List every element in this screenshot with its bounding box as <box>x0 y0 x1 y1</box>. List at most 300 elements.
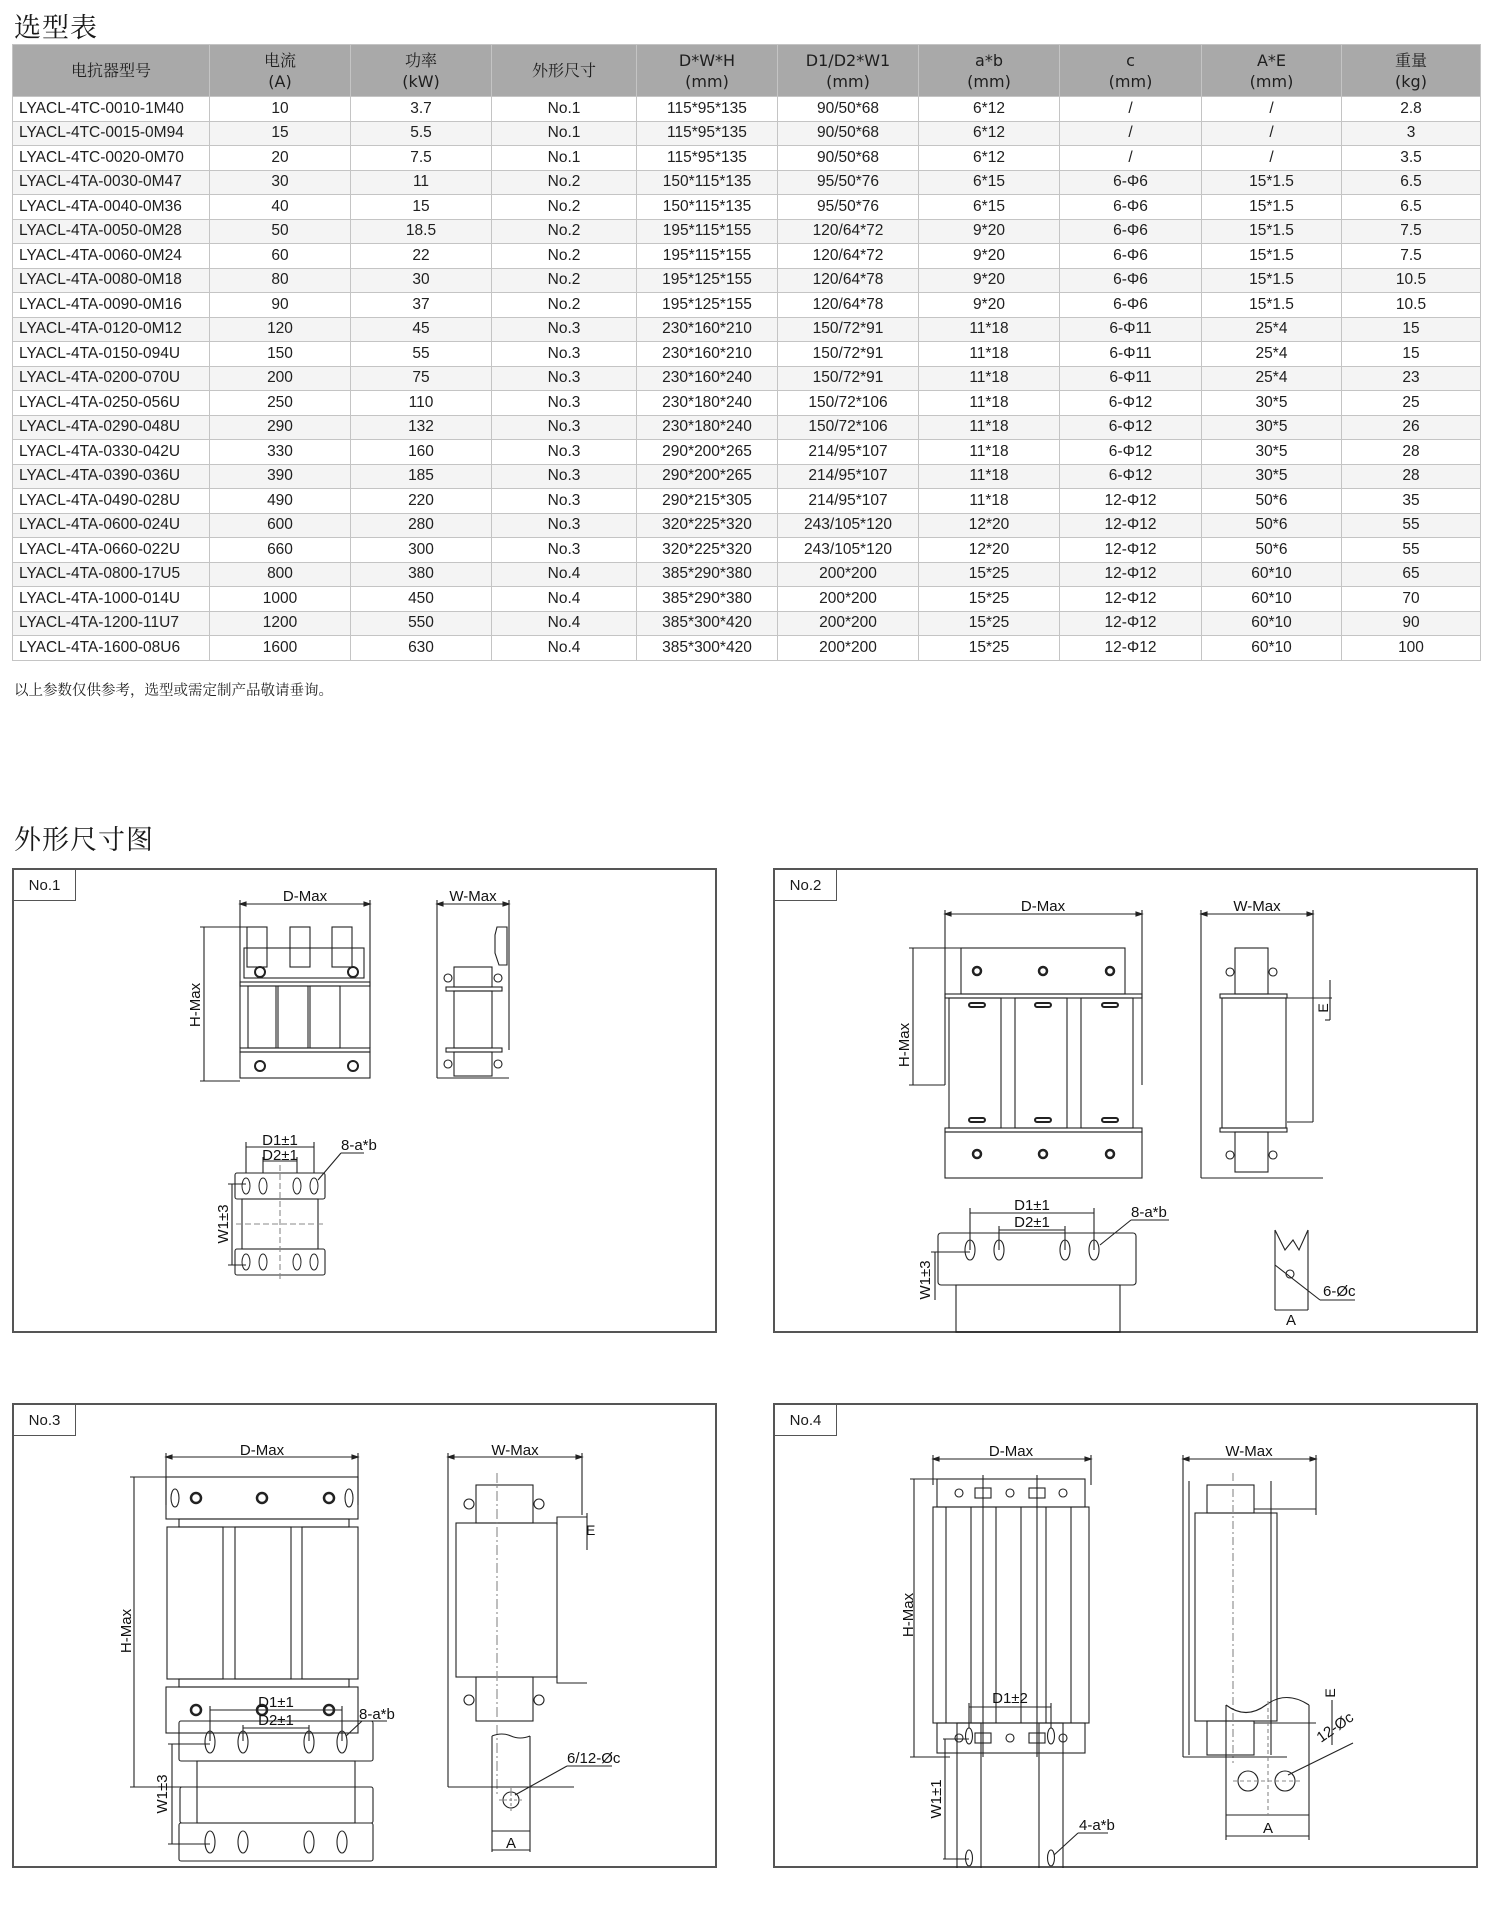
table-cell: 150/72*106 <box>778 415 919 440</box>
table-cell: / <box>1060 121 1202 146</box>
table-cell: 30*5 <box>1202 415 1342 440</box>
table-cell: 150*115*135 <box>637 170 778 195</box>
table-cell: 30*5 <box>1202 391 1342 416</box>
column-header-label: 外形尺寸 <box>531 61 596 80</box>
label-e: E <box>1315 1003 1331 1013</box>
table-cell: No.2 <box>492 219 637 244</box>
label-a: A <box>505 1835 517 1852</box>
table-cell: No.3 <box>492 489 637 514</box>
table-cell: 12-Φ12 <box>1060 489 1202 514</box>
table-cell: 200*200 <box>778 636 919 661</box>
column-header-label: 电流 <box>263 50 296 70</box>
drawing-no4-details <box>773 1403 1478 1868</box>
table-cell: No.4 <box>492 636 637 661</box>
table-cell: 25*4 <box>1202 342 1342 367</box>
table-cell: No.3 <box>492 440 637 465</box>
table-cell: 195*115*155 <box>637 219 778 244</box>
column-header <box>637 45 778 97</box>
table-cell: 12-Φ12 <box>1060 513 1202 538</box>
panel-label: No.4 <box>775 1405 837 1436</box>
column-header-label: A*E <box>1256 50 1287 70</box>
table-cell: 45 <box>351 317 492 342</box>
table-row <box>13 415 1481 440</box>
label-d1: D1±1 <box>1014 1197 1050 1214</box>
table-cell: 6-Φ11 <box>1060 366 1202 391</box>
table-cell: 15 <box>351 195 492 220</box>
table-cell: 55 <box>1342 538 1481 563</box>
table-cell: No.4 <box>492 562 637 587</box>
table-row <box>13 195 1481 220</box>
table-cell: 3.7 <box>351 97 492 122</box>
table-cell: 6-Φ12 <box>1060 464 1202 489</box>
model-cell: LYACL-4TA-0090-0M16 <box>13 293 210 318</box>
table-cell: 6-Φ6 <box>1060 195 1202 220</box>
table-cell: No.2 <box>492 195 637 220</box>
label-h-max: H-Max <box>900 1592 917 1638</box>
table-cell: 290*200*265 <box>637 464 778 489</box>
table-cell: 12-Φ12 <box>1060 587 1202 612</box>
table-cell: 6*12 <box>919 97 1060 122</box>
table-cell: 50*6 <box>1202 489 1342 514</box>
table-cell: 12-Φ12 <box>1060 611 1202 636</box>
table-cell: 2.8 <box>1342 97 1481 122</box>
table-cell: 11*18 <box>919 464 1060 489</box>
table-row <box>13 636 1481 661</box>
table-cell: 65 <box>1342 562 1481 587</box>
table-cell: 80 <box>210 268 351 293</box>
table-cell: 6*12 <box>919 121 1060 146</box>
table-cell: 195*125*155 <box>637 293 778 318</box>
table-cell: 150 <box>210 342 351 367</box>
table-cell: No.3 <box>492 366 637 391</box>
selection-table-title: 选型表 <box>14 13 98 44</box>
table-cell: 195*115*155 <box>637 244 778 269</box>
table-cell: 6-Φ12 <box>1060 391 1202 416</box>
table-cell: No.3 <box>492 317 637 342</box>
table-cell: No.1 <box>492 97 637 122</box>
table-cell: 6-Φ11 <box>1060 317 1202 342</box>
table-cell: 330 <box>210 440 351 465</box>
table-cell: 120/64*72 <box>778 244 919 269</box>
column-header-unit: (mm) <box>826 71 870 91</box>
table-cell: 320*225*320 <box>637 513 778 538</box>
table-cell: 3 <box>1342 121 1481 146</box>
label-e: E <box>1322 1688 1338 1698</box>
table-header-row <box>13 45 1481 97</box>
table-cell: 90 <box>210 293 351 318</box>
table-cell: 15*1.5 <box>1202 195 1342 220</box>
label-w-max: W-Max <box>449 888 497 905</box>
table-cell: 320*225*320 <box>637 538 778 563</box>
model-cell: LYACL-4TA-1600-08U6 <box>13 636 210 661</box>
drawing-no2 <box>775 870 1480 1335</box>
table-cell: 630 <box>351 636 492 661</box>
table-row <box>13 97 1481 122</box>
label-w-max: W-Max <box>491 1442 539 1459</box>
table-cell: 6-Φ6 <box>1060 293 1202 318</box>
table-cell: 200*200 <box>778 611 919 636</box>
model-cell: LYACL-4TA-0290-048U <box>13 415 210 440</box>
column-header-unit: (kW) <box>402 71 440 91</box>
table-row <box>13 244 1481 269</box>
table-row <box>13 489 1481 514</box>
label-d1: D1±1 <box>258 1694 294 1711</box>
table-cell: 11*18 <box>919 489 1060 514</box>
label-slot: 4-a*b <box>1079 1817 1115 1834</box>
table-cell: 6.5 <box>1342 170 1481 195</box>
label-hole: 12-Øc <box>1313 1708 1357 1747</box>
table-cell: 230*160*210 <box>637 317 778 342</box>
table-cell: 15*1.5 <box>1202 219 1342 244</box>
table-cell: 20 <box>210 146 351 171</box>
table-row <box>13 464 1481 489</box>
table-cell: No.2 <box>492 244 637 269</box>
table-cell: 220 <box>351 489 492 514</box>
model-cell: LYACL-4TA-0490-028U <box>13 489 210 514</box>
table-cell: 6-Φ12 <box>1060 440 1202 465</box>
column-header <box>210 45 351 97</box>
table-cell: 243/105*120 <box>778 538 919 563</box>
model-cell: LYACL-4TA-0390-036U <box>13 464 210 489</box>
table-cell: No.3 <box>492 391 637 416</box>
table-cell: 230*180*240 <box>637 391 778 416</box>
column-header-unit: (mm) <box>967 71 1011 91</box>
table-cell: 214/95*107 <box>778 440 919 465</box>
table-cell: 26 <box>1342 415 1481 440</box>
label-d1: D1±2 <box>992 1690 1028 1707</box>
table-cell: No.2 <box>492 293 637 318</box>
table-cell: 90 <box>1342 611 1481 636</box>
table-cell: 30 <box>210 170 351 195</box>
table-cell: 15*25 <box>919 611 1060 636</box>
table-cell: 30*5 <box>1202 440 1342 465</box>
column-header <box>1202 45 1342 97</box>
model-cell: LYACL-4TA-0660-022U <box>13 538 210 563</box>
table-cell: 120/64*78 <box>778 293 919 318</box>
model-cell: LYACL-4TC-0010-1M40 <box>13 97 210 122</box>
label-w1: W1±3 <box>917 1260 934 1300</box>
model-cell: LYACL-4TA-1200-11U7 <box>13 611 210 636</box>
table-cell: 11*18 <box>919 391 1060 416</box>
label-a: A <box>1262 1820 1274 1837</box>
table-cell: 150/72*91 <box>778 366 919 391</box>
table-cell: 385*300*420 <box>637 611 778 636</box>
table-cell: / <box>1202 121 1342 146</box>
table-cell: 12*20 <box>919 513 1060 538</box>
table-cell: 15*25 <box>919 636 1060 661</box>
table-cell: 6-Φ12 <box>1060 415 1202 440</box>
table-cell: 6*15 <box>919 170 1060 195</box>
table-row <box>13 391 1481 416</box>
table-cell: 300 <box>351 538 492 563</box>
model-cell: LYACL-4TA-0200-070U <box>13 366 210 391</box>
table-cell: 290*200*265 <box>637 440 778 465</box>
table-cell: / <box>1060 97 1202 122</box>
table-cell: 280 <box>351 513 492 538</box>
table-cell: 9*20 <box>919 268 1060 293</box>
table-row <box>13 366 1481 391</box>
table-cell: 230*180*240 <box>637 415 778 440</box>
label-w-max: W-Max <box>1233 898 1281 915</box>
model-cell: LYACL-4TA-0120-0M12 <box>13 317 210 342</box>
table-row <box>13 317 1481 342</box>
table-cell: 200*200 <box>778 562 919 587</box>
table-row <box>13 219 1481 244</box>
model-cell: LYACL-4TC-0015-0M94 <box>13 121 210 146</box>
table-cell: 9*20 <box>919 219 1060 244</box>
table-cell: 290*215*305 <box>637 489 778 514</box>
table-cell: 385*300*420 <box>637 636 778 661</box>
table-cell: 6*15 <box>919 195 1060 220</box>
table-cell: 90/50*68 <box>778 146 919 171</box>
table-cell: 7.5 <box>1342 244 1481 269</box>
label-w1: W1±3 <box>215 1204 232 1244</box>
table-cell: 450 <box>351 587 492 612</box>
table-row <box>13 440 1481 465</box>
label-a: A <box>1285 1312 1297 1329</box>
label-w1: W1±3 <box>154 1774 171 1814</box>
table-cell: 12-Φ12 <box>1060 538 1202 563</box>
label-hole: 6/12-Øc <box>567 1750 621 1767</box>
column-header <box>778 45 919 97</box>
table-cell: 75 <box>351 366 492 391</box>
table-cell: 11 <box>351 170 492 195</box>
table-row <box>13 538 1481 563</box>
table-cell: 15*25 <box>919 587 1060 612</box>
table-cell: 30*5 <box>1202 464 1342 489</box>
label-slot: 8-a*b <box>359 1706 395 1723</box>
label-d-max: D-Max <box>282 888 328 905</box>
table-cell: No.3 <box>492 538 637 563</box>
column-header <box>1060 45 1202 97</box>
panel-label: No.3 <box>14 1405 76 1436</box>
table-cell: 6-Φ6 <box>1060 170 1202 195</box>
table-cell: 55 <box>351 342 492 367</box>
table-cell: 230*160*240 <box>637 366 778 391</box>
drawing-panel-no1 <box>12 868 717 1333</box>
label-d1: D1±1 <box>262 1132 298 1149</box>
table-footnote: 以上参数仅供参考，选型或需定制产品敬请垂询。 <box>14 683 333 699</box>
table-cell: No.4 <box>492 611 637 636</box>
table-cell: 60*10 <box>1202 562 1342 587</box>
model-cell: LYACL-4TC-0020-0M70 <box>13 146 210 171</box>
table-cell: 15*1.5 <box>1202 293 1342 318</box>
column-header-label: D1/D2*W1 <box>805 50 891 70</box>
label-d-max: D-Max <box>239 1442 285 1459</box>
table-cell: 22 <box>351 244 492 269</box>
table-cell: 37 <box>351 293 492 318</box>
table-cell: No.3 <box>492 415 637 440</box>
table-cell: 11*18 <box>919 366 1060 391</box>
column-header-label: a*b <box>975 50 1003 70</box>
table-cell: 1600 <box>210 636 351 661</box>
table-cell: 115*95*135 <box>637 121 778 146</box>
table-cell: 150*115*135 <box>637 195 778 220</box>
column-header <box>13 45 210 97</box>
table-cell: 200 <box>210 366 351 391</box>
drawing-no1 <box>14 870 719 1335</box>
table-cell: 23 <box>1342 366 1481 391</box>
label-d2: D2±1 <box>258 1712 294 1729</box>
table-row <box>13 342 1481 367</box>
table-cell: 6-Φ6 <box>1060 268 1202 293</box>
label-h-max: H-Max <box>896 1022 913 1068</box>
table-cell: 100 <box>1342 636 1481 661</box>
table-cell: 15*25 <box>919 562 1060 587</box>
table-cell: 28 <box>1342 464 1481 489</box>
table-cell: 25 <box>1342 391 1481 416</box>
table-cell: 3.5 <box>1342 146 1481 171</box>
table-cell: 490 <box>210 489 351 514</box>
table-cell: 25*4 <box>1202 366 1342 391</box>
column-header <box>919 45 1060 97</box>
table-cell: No.2 <box>492 170 637 195</box>
table-cell: 12-Φ12 <box>1060 562 1202 587</box>
table-row <box>13 562 1481 587</box>
table-cell: 185 <box>351 464 492 489</box>
table-cell: 110 <box>351 391 492 416</box>
table-cell: 1200 <box>210 611 351 636</box>
table-cell: No.3 <box>492 464 637 489</box>
table-cell: No.3 <box>492 342 637 367</box>
table-cell: 11*18 <box>919 342 1060 367</box>
drawing-panel-no2 <box>773 868 1478 1333</box>
table-cell: 55 <box>1342 513 1481 538</box>
table-cell: 60*10 <box>1202 611 1342 636</box>
label-h-max: H-Max <box>187 982 204 1028</box>
label-d-max: D-Max <box>988 1443 1034 1460</box>
table-cell: 70 <box>1342 587 1481 612</box>
table-cell: 12*20 <box>919 538 1060 563</box>
label-e: E <box>586 1522 596 1538</box>
column-header-unit: (mm) <box>685 71 729 91</box>
table-cell: 290 <box>210 415 351 440</box>
drawing-no3-details <box>12 1403 717 1868</box>
table-cell: 95/50*76 <box>778 170 919 195</box>
table-body <box>13 97 1481 661</box>
model-cell: LYACL-4TA-0040-0M36 <box>13 195 210 220</box>
table-cell: 6.5 <box>1342 195 1481 220</box>
column-header <box>351 45 492 97</box>
label-d2: D2±1 <box>1014 1214 1050 1231</box>
table-cell: 550 <box>351 611 492 636</box>
dimension-drawings-title: 外形尺寸图 <box>14 825 154 856</box>
column-header-unit: (kg) <box>1395 71 1427 91</box>
table-cell: 50 <box>210 219 351 244</box>
table-cell: 50*6 <box>1202 513 1342 538</box>
column-header <box>492 45 637 97</box>
table-row <box>13 268 1481 293</box>
model-cell: LYACL-4TA-0030-0M47 <box>13 170 210 195</box>
column-header <box>1342 45 1481 97</box>
table-cell: 15 <box>210 121 351 146</box>
column-header-label: 重量 <box>1394 50 1427 70</box>
table-cell: 12-Φ12 <box>1060 636 1202 661</box>
table-cell: 195*125*155 <box>637 268 778 293</box>
table-cell: 1000 <box>210 587 351 612</box>
table-cell: 18.5 <box>351 219 492 244</box>
table-cell: 385*290*380 <box>637 562 778 587</box>
table-cell: 50*6 <box>1202 538 1342 563</box>
table-cell: No.4 <box>492 587 637 612</box>
table-cell: 150/72*106 <box>778 391 919 416</box>
table-row <box>13 146 1481 171</box>
label-h-max: H-Max <box>118 1608 135 1654</box>
table-cell: 9*20 <box>919 293 1060 318</box>
table-cell: 250 <box>210 391 351 416</box>
table-cell: 385*290*380 <box>637 587 778 612</box>
table-cell: 95/50*76 <box>778 195 919 220</box>
table-cell: No.2 <box>492 268 637 293</box>
table-cell: 15*1.5 <box>1202 170 1342 195</box>
table-cell: 150/72*91 <box>778 342 919 367</box>
table-cell: 40 <box>210 195 351 220</box>
column-header-label: 电抗器型号 <box>70 61 151 80</box>
column-header-label: c <box>1126 50 1135 70</box>
table-cell: 160 <box>351 440 492 465</box>
table-row <box>13 170 1481 195</box>
table-cell: 6-Φ6 <box>1060 244 1202 269</box>
table-cell: 6-Φ6 <box>1060 219 1202 244</box>
table-cell: 15*1.5 <box>1202 244 1342 269</box>
table-row <box>13 293 1481 318</box>
table-cell: 9*20 <box>919 244 1060 269</box>
table-cell: / <box>1060 146 1202 171</box>
table-cell: 30 <box>351 268 492 293</box>
table-row <box>13 587 1481 612</box>
selection-table <box>12 44 1481 661</box>
table-cell: No.1 <box>492 121 637 146</box>
table-cell: 243/105*120 <box>778 513 919 538</box>
table-cell: 115*95*135 <box>637 146 778 171</box>
table-cell: 60*10 <box>1202 636 1342 661</box>
table-row <box>13 121 1481 146</box>
table-cell: 25*4 <box>1202 317 1342 342</box>
table-cell: 5.5 <box>351 121 492 146</box>
table-cell: 200*200 <box>778 587 919 612</box>
column-header-label: D*W*H <box>678 50 736 70</box>
panel-label: No.1 <box>14 870 76 901</box>
table-cell: 6-Φ11 <box>1060 342 1202 367</box>
table-cell: 15 <box>1342 317 1481 342</box>
table-row <box>13 513 1481 538</box>
table-cell: 390 <box>210 464 351 489</box>
table-cell: 60 <box>210 244 351 269</box>
table-cell: 10.5 <box>1342 268 1481 293</box>
table-cell: 120 <box>210 317 351 342</box>
table-cell: 120/64*78 <box>778 268 919 293</box>
table-cell: 10 <box>210 97 351 122</box>
column-header-unit: (A) <box>268 71 292 91</box>
model-cell: LYACL-4TA-0060-0M24 <box>13 244 210 269</box>
table-cell: / <box>1202 97 1342 122</box>
label-w-max: W-Max <box>1225 1443 1273 1460</box>
table-cell: 15*1.5 <box>1202 268 1342 293</box>
table-cell: 11*18 <box>919 415 1060 440</box>
label-d-max: D-Max <box>1020 898 1066 915</box>
table-cell: 28 <box>1342 440 1481 465</box>
table-cell: 11*18 <box>919 317 1060 342</box>
table-cell: 660 <box>210 538 351 563</box>
table-cell: 7.5 <box>1342 219 1481 244</box>
model-cell: LYACL-4TA-1000-014U <box>13 587 210 612</box>
table-cell: 10.5 <box>1342 293 1481 318</box>
table-cell: 800 <box>210 562 351 587</box>
table-cell: 214/95*107 <box>778 464 919 489</box>
table-cell: 132 <box>351 415 492 440</box>
table-cell: No.3 <box>492 513 637 538</box>
table-cell: 11*18 <box>919 440 1060 465</box>
